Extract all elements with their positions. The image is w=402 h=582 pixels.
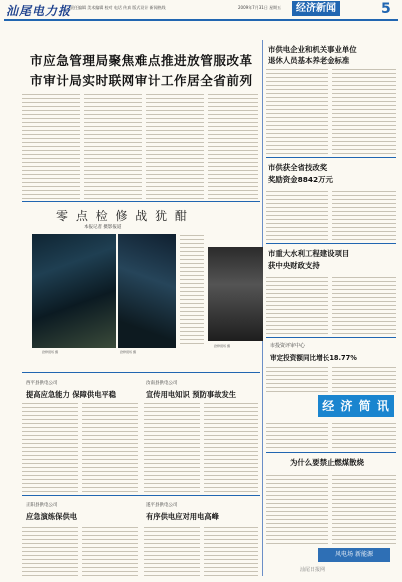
paper-name: 汕尾电力报 — [6, 4, 72, 18]
right-brief-a — [266, 420, 328, 448]
bottom-rule — [22, 372, 260, 373]
photo-caption-left: 抢修现场 摄 — [42, 350, 58, 354]
right-body-3a — [266, 274, 328, 334]
ad-banner[interactable]: 风电场 新能源 — [318, 548, 390, 562]
right-body-3b — [332, 274, 396, 334]
right-body-1a — [266, 68, 328, 154]
right-h1-line2: 退休人员基本养老金标准 — [268, 56, 350, 65]
feature-photo-main — [32, 234, 116, 348]
article-2-body-1 — [144, 402, 200, 492]
right-h3-line2: 获中央财政支持 — [268, 261, 320, 270]
lead-body-col-1 — [22, 93, 80, 199]
lead-headline-2: 市审计局实时联网审计工作居全省前列 — [30, 73, 253, 88]
feature-photo-secondary — [118, 234, 176, 348]
article-4-body-2 — [204, 524, 258, 576]
masthead-rule — [4, 19, 398, 21]
right-body-2a — [266, 190, 328, 240]
site-logo: 汕尾日报网 — [300, 567, 326, 573]
bottom-rule-2 — [22, 495, 260, 496]
right-body-5a — [266, 472, 328, 544]
right-h4-kicker: 市投资评审中心 — [270, 343, 306, 349]
right-rule-1 — [266, 157, 396, 158]
right-h5-headline: 为什么要禁止燃煤散烧 — [290, 458, 364, 467]
news-brief-banner: 经 济 简 讯 — [318, 395, 394, 417]
lead-body-col-2 — [84, 93, 142, 199]
feature-photo-small — [208, 247, 263, 341]
article-3-body-1 — [22, 524, 78, 576]
article-2-headline: 宣传用电知识 预防事故发生 — [146, 390, 237, 399]
right-rule-2 — [266, 243, 396, 244]
right-body-1b — [332, 68, 396, 154]
article-4-body-1 — [144, 524, 200, 576]
article-1-headline: 提高应急能力 保障供电平稳 — [26, 390, 117, 399]
feature-rule — [22, 201, 260, 202]
right-h1-line1: 市供电企业和机关事业单位 — [268, 45, 357, 54]
article-2-kicker: 汝南县供电公司 — [146, 381, 178, 386]
right-body-2b — [332, 190, 396, 240]
masthead-credits: 责任编辑 美术编辑 校对 电话 传真 版式设计 新闻热线 — [70, 5, 166, 10]
masthead — [0, 0, 402, 20]
article-3-kicker: 正阳县供电公司 — [26, 503, 58, 508]
right-h2-line1: 市供获全省技改奖 — [268, 163, 328, 172]
photo-caption-right: 抢修现场 摄 — [214, 344, 230, 348]
feature-title: 零 点 检 修 战 犹 酣 — [56, 209, 189, 223]
lead-body-col-4 — [208, 93, 258, 199]
lead-headline-1: 市应急管理局聚焦难点推进放管服改革 — [30, 53, 253, 68]
right-h2-line2: 奖励资金8842万元 — [268, 175, 333, 184]
article-3-headline: 应急演练保供电 — [26, 512, 78, 521]
photo-caption-mid: 抢修现场 摄 — [120, 350, 136, 354]
article-2-body-2 — [204, 402, 258, 492]
article-1-body-1 — [22, 402, 78, 492]
article-4-headline: 有序供电应对用电高峰 — [146, 512, 219, 521]
lead-body-col-3 — [146, 93, 204, 199]
article-3-body-2 — [82, 524, 138, 576]
right-body-4a — [266, 364, 328, 392]
right-h3-line1: 市重大水利工程建设项目 — [268, 249, 350, 258]
right-h4-headline: 审定投资额同比增长18.77% — [270, 354, 357, 362]
right-body-4b — [332, 364, 396, 392]
right-rule-3 — [266, 337, 396, 338]
right-brief-b — [332, 420, 396, 448]
article-1-body-2 — [82, 402, 138, 492]
feature-kicker: 本报记者 摄影报道 — [84, 225, 122, 230]
article-1-kicker: 西平县供电公司 — [26, 381, 58, 386]
issue-date: 2009年7月31日 星期五 — [238, 5, 282, 10]
right-body-5b — [332, 472, 396, 544]
page-number: 5 — [381, 1, 391, 17]
article-4-kicker: 遂平县供电公司 — [146, 503, 178, 508]
feature-text — [180, 234, 204, 344]
section-label: 经济新闻 — [292, 1, 340, 16]
right-rule-4 — [266, 452, 396, 453]
